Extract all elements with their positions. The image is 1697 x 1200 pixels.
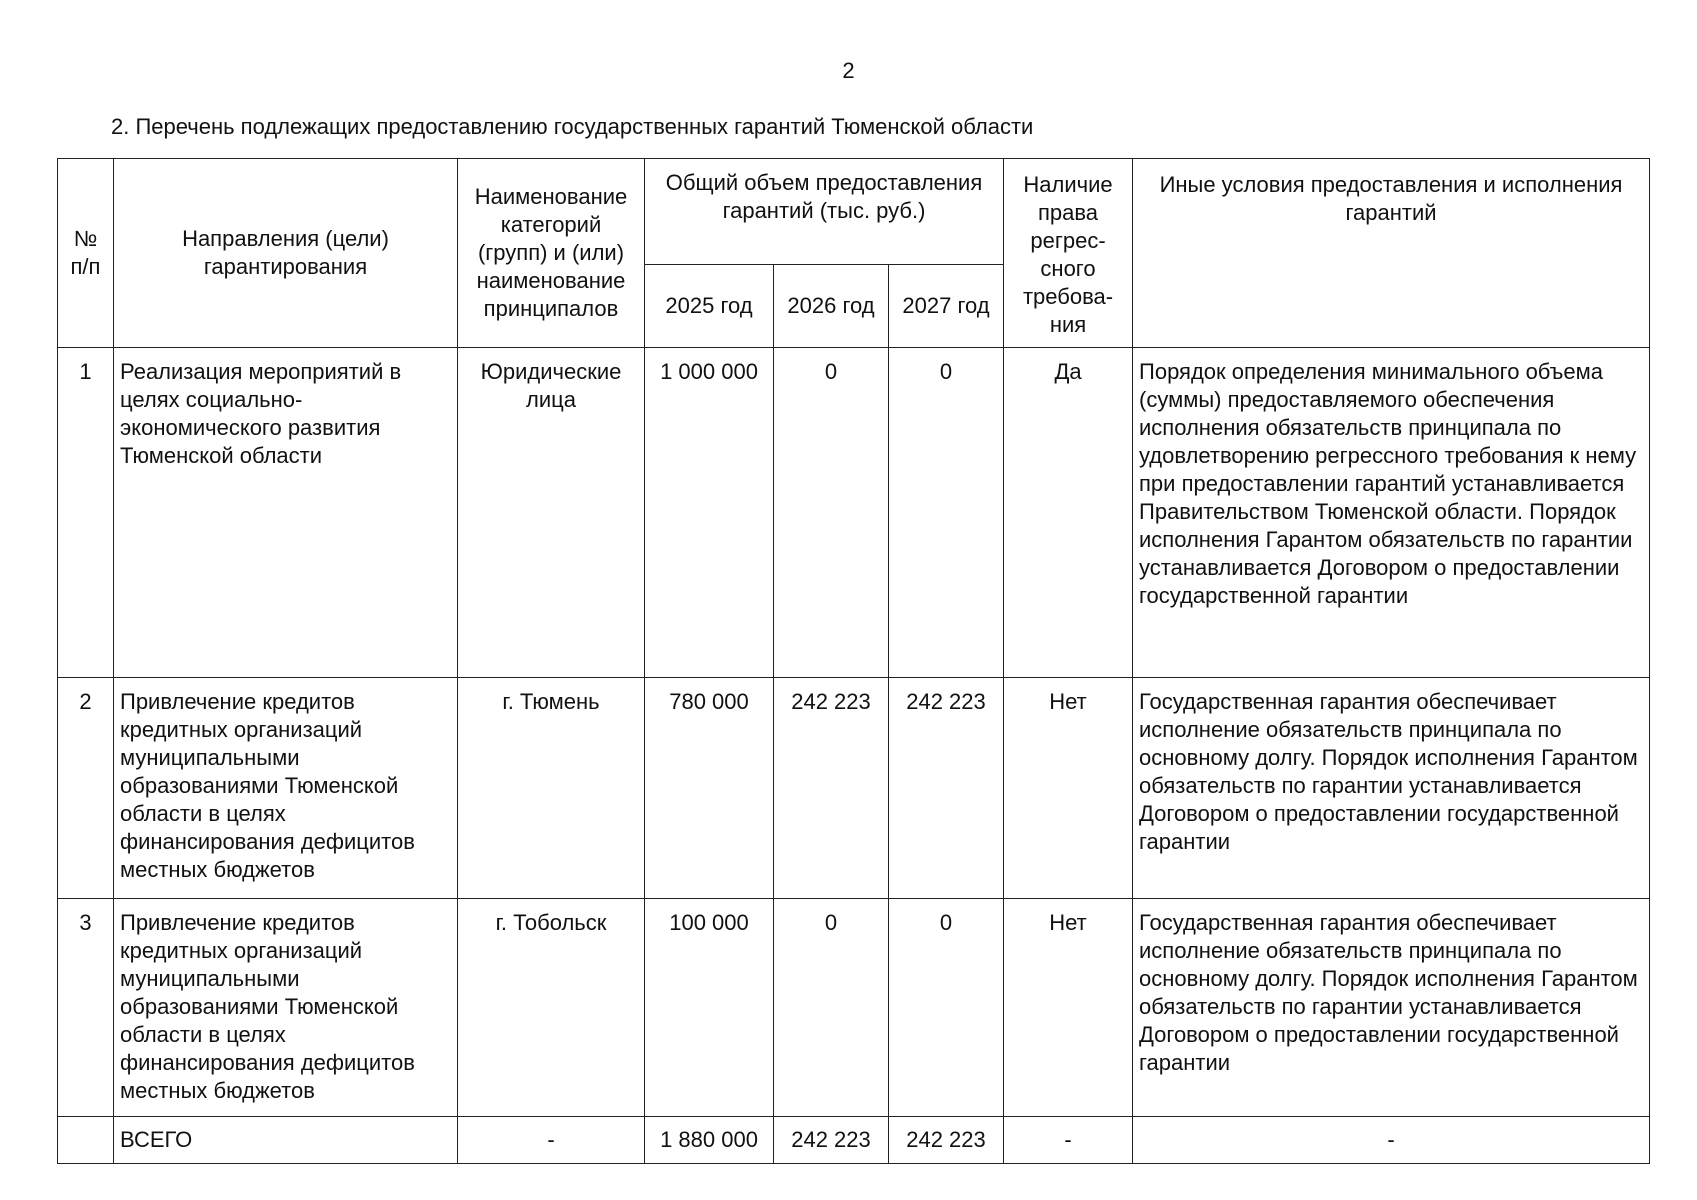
row-category: Юридические лица — [458, 348, 645, 678]
row-regress: Да — [1004, 348, 1133, 678]
row-2026: 242 223 — [774, 678, 889, 899]
header-regress: Наличие права регрес-сного требова-ния — [1004, 159, 1133, 348]
page-number: 2 — [842, 58, 855, 83]
row-category: г. Тюмень — [458, 678, 645, 899]
table-row — [58, 348, 1650, 678]
row-2025: 1 000 000 — [645, 348, 774, 678]
header-direction: Направления (цели) гарантирования — [114, 159, 458, 348]
total-category: - — [458, 1117, 645, 1164]
row-conditions: Порядок определения минимального объема (суммы) предоставляемого обеспечения исполнения обязательств принципала по удовлетворению регрессного требования к нему при предоставлении гарантий устанавливается Правительством Тюменской области. Порядок исполнения Гарантом обязательств по гарантии устанавливается Договором о предоставлении государственной гарантии — [1133, 348, 1650, 678]
row-2026: 0 — [774, 899, 889, 1117]
row-regress: Нет — [1004, 678, 1133, 899]
row-direction: Реализация мероприятий в целях социально-экономического развития Тюменской области — [114, 348, 458, 678]
total-num — [58, 1117, 114, 1164]
row-2027: 242 223 — [889, 678, 1004, 899]
row-num: 3 — [58, 899, 114, 1117]
row-conditions: Государственная гарантия обеспечивает исполнение обязательств принципала по основному долгу. Порядок исполнения Гарантом обязательств по гарантии устанавливается Договором о предоставлении государственной гарантии — [1133, 678, 1650, 899]
section-heading: 2. Перечень подлежащих предоставлению государственных гарантий Тюменской области — [111, 114, 1034, 139]
header-category: Наименование категорий (групп) и (или) наименование принципалов — [458, 159, 645, 348]
row-category: г. Тобольск — [458, 899, 645, 1117]
row-2025: 780 000 — [645, 678, 774, 899]
row-regress: Нет — [1004, 899, 1133, 1117]
row-num: 1 — [58, 348, 114, 678]
total-2027: 242 223 — [889, 1117, 1004, 1164]
total-2026: 242 223 — [774, 1117, 889, 1164]
header-total-volume: Общий объем предоставления гарантий (тыс. руб.) — [645, 159, 1004, 265]
total-2025: 1 880 000 — [645, 1117, 774, 1164]
total-label: ВСЕГО — [114, 1117, 458, 1164]
row-2027: 0 — [889, 348, 1004, 678]
row-2025: 100 000 — [645, 899, 774, 1117]
row-2026: 0 — [774, 348, 889, 678]
total-conditions: - — [1133, 1117, 1650, 1164]
row-2027: 0 — [889, 899, 1004, 1117]
row-num: 2 — [58, 678, 114, 899]
row-direction: Привлечение кредитов кредитных организаций муниципальными образованиями Тюменской области в целях финансирования дефицитов местных бюджетов — [114, 899, 458, 1117]
header-year-2025: 2025 год — [645, 265, 774, 348]
total-row — [58, 1117, 1650, 1164]
header-num: № п/п — [58, 159, 114, 348]
header-year-2026: 2026 год — [774, 265, 889, 348]
header-other-conditions: Иные условия предоставления и исполнения гарантий — [1133, 159, 1650, 348]
guarantees-table — [57, 158, 1650, 1164]
table-row — [58, 899, 1650, 1117]
header-year-2027: 2027 год — [889, 265, 1004, 348]
row-conditions: Государственная гарантия обеспечивает исполнение обязательств принципала по основному долгу. Порядок исполнения Гарантом обязательств по гарантии устанавливается Договором о предоставлении государственной гарантии — [1133, 899, 1650, 1117]
total-regress: - — [1004, 1117, 1133, 1164]
header-row-1 — [58, 159, 1650, 265]
table-row — [58, 678, 1650, 899]
row-direction: Привлечение кредитов кредитных организаций муниципальными образованиями Тюменской области в целях финансирования дефицитов местных бюджетов — [114, 678, 458, 899]
